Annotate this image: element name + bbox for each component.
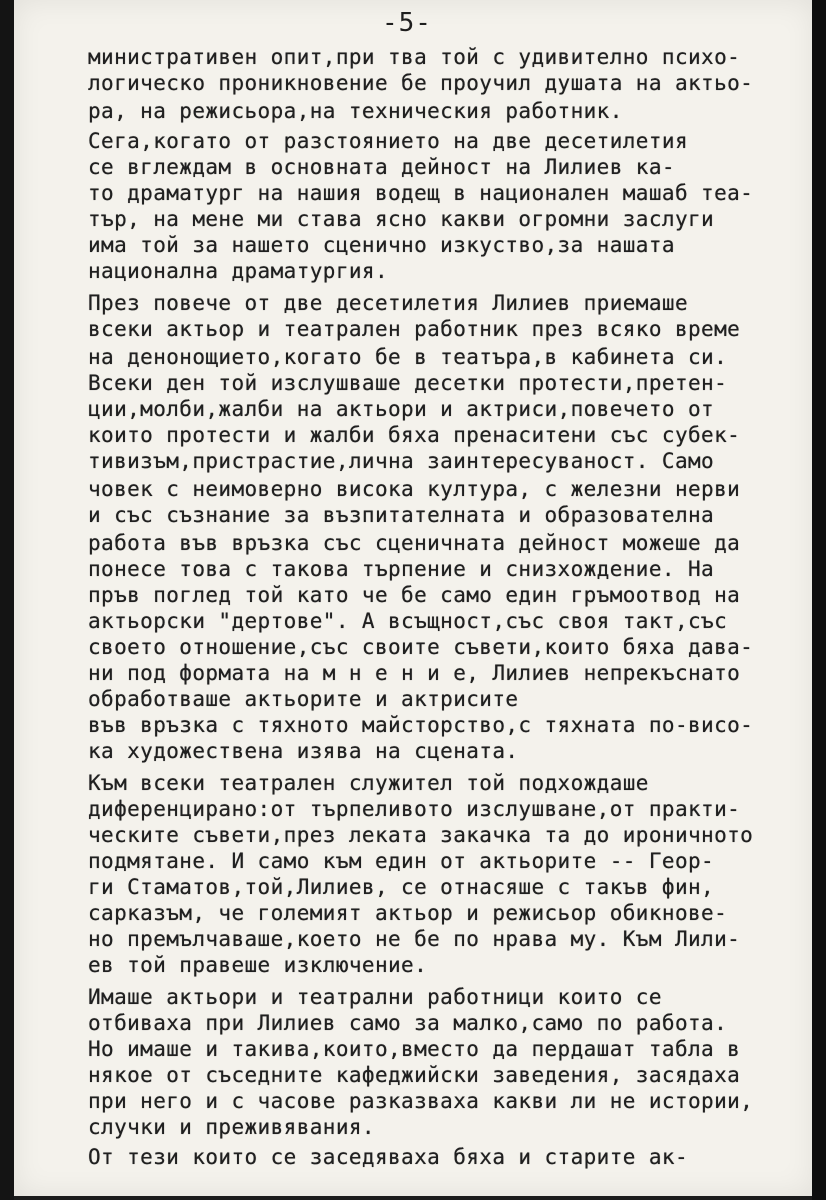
text-line: отбиваха при Лилиев само за малко,само по работа. bbox=[88, 1011, 728, 1035]
text-line: През повече от две десетилетия Лилиев приемаше bbox=[88, 291, 688, 315]
text-line: всеки актьор и театрален работник през всяко време bbox=[88, 317, 741, 341]
text-line: обработваше актьорите и актрисите bbox=[88, 687, 519, 711]
text-line: логическо проникновение бе проучил душата на актьо- bbox=[88, 71, 754, 95]
text-line: ции,молби,жалби на актьори и актриси,повечето от bbox=[88, 397, 715, 421]
text-line: се вглеждам в основната дейност на Лилиев ка- bbox=[88, 155, 675, 179]
text-line: Имаше актьори и театрални работници които се bbox=[88, 985, 662, 1009]
text-line: национална драматургия. bbox=[88, 259, 388, 283]
text-line: Но имаше и такива,които,вместо да пердашат табла в bbox=[88, 1037, 741, 1061]
text-line: то драматург на нашия водещ в национален машаб теа- bbox=[88, 181, 754, 205]
text-line: ев той правеше изключение. bbox=[88, 953, 428, 977]
text-line: диференцирано:от търпеливото изслушване,от практи- bbox=[88, 797, 741, 821]
text-line: които протести и жалби бяха пренаситени със субек- bbox=[88, 423, 741, 447]
text-line: подмятане. И само към един от актьорите -- Геор- bbox=[88, 849, 715, 873]
text-line: Към всеки театрален служител той подхождаше bbox=[88, 771, 649, 795]
text-line: но премълчаваше,което не бе по нрава му. Към Лили- bbox=[88, 927, 741, 951]
text-line: работа във връзка със сценичната дейност можеше да bbox=[88, 531, 741, 555]
text-line: случки и преживявания. bbox=[88, 1115, 375, 1139]
text-line: ги Стаматов,той,Лилиев, се отнасяше с такъв фин, bbox=[88, 875, 715, 899]
text-line: има той за нашето сценично изкуство,за нашата bbox=[88, 233, 675, 257]
text-line: и със съзнание за възпитателната и образователна bbox=[88, 503, 715, 527]
text-line: Сега,когато от разстоянието на две десетилетия bbox=[88, 129, 688, 153]
text-line: ра, на режисьора,на техническия работник. bbox=[88, 99, 623, 123]
text-line: тър, на мене ми става ясно какви огромни заслуги bbox=[88, 207, 715, 231]
text-line: пръв поглед той като че бе само един гръмоотвод на bbox=[88, 583, 741, 607]
text-line: От тези които се заседяваха бяха и старите ак- bbox=[88, 1145, 688, 1169]
text-line: във връзка с тяхното майсторство,с тяхната по-висо- bbox=[88, 713, 754, 737]
page-number: -5- bbox=[382, 8, 432, 38]
text-line: сарказъм, че големият актьор и режисьор обикнове- bbox=[88, 901, 728, 925]
text-line: министративен опит,при тва той с удивително психо- bbox=[88, 45, 741, 69]
text-line: ка художествена изява на сцената. bbox=[88, 739, 519, 763]
typewritten-page bbox=[14, 0, 814, 1196]
text-line: ческите съвети,през леката закачка та до ироничното bbox=[88, 823, 754, 847]
text-line: тивизъм,пристрастие,лична заинтересуваност. Само bbox=[88, 449, 715, 473]
text-line: актьорски "дертове". А всъщност,със своя такт,със bbox=[88, 609, 728, 633]
text-line: при него и с часове разказваха какви ли не истории, bbox=[88, 1089, 754, 1113]
text-line: Всеки ден той изслушваше десетки протести,претен- bbox=[88, 371, 728, 395]
text-line: своето отношение,със своите съвети,които бяха дава- bbox=[88, 635, 754, 659]
text-line: човек с неимоверно висока култура, с железни нерви bbox=[88, 477, 741, 501]
text-line: понесе това с такова търпение и снизхождение. На bbox=[88, 557, 715, 581]
scan-left-edge bbox=[0, 0, 14, 1200]
text-line: някое от съседните кафеджийски заведения, засядаха bbox=[88, 1063, 741, 1087]
scan-right-edge bbox=[812, 0, 826, 1200]
text-line: на денонощието,когато бе в театъра,в кабинета си. bbox=[88, 345, 728, 369]
text-line: ни под формата на м н е н и е, Лилиев непрекъснато bbox=[88, 661, 741, 685]
